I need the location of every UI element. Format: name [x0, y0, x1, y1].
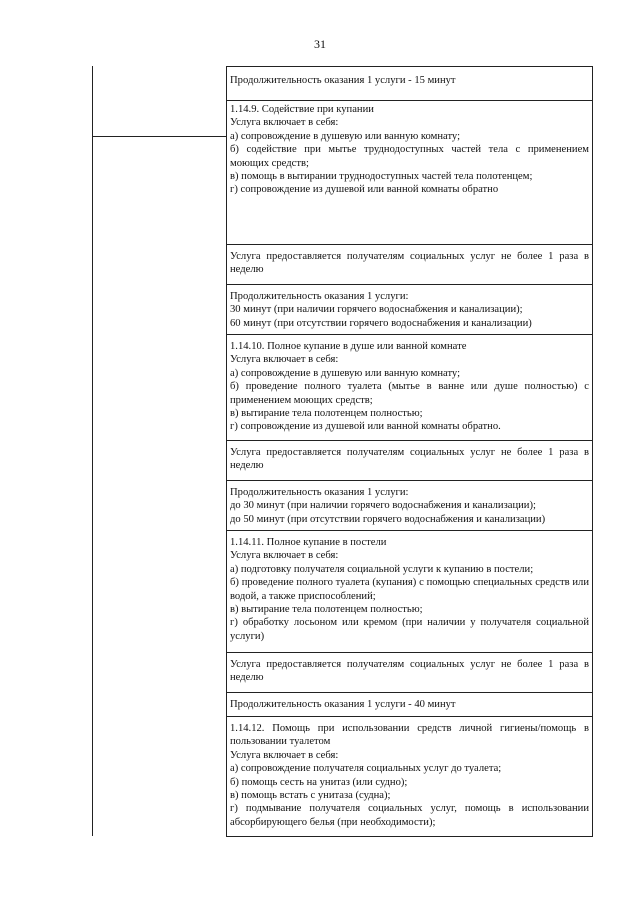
cell-line: Продолжительность оказания 1 услуги - 15 минут	[230, 75, 456, 86]
service-title: 1.14.11. Полное купание в постели	[230, 537, 387, 548]
service-row	[226, 716, 593, 837]
service-row	[226, 100, 593, 245]
cell-line: г) сопровождение из душевой или ванной комнаты обратно	[230, 184, 499, 196]
left-border	[92, 66, 93, 836]
cell-line: в) вытирание тела полотенцем полностью;	[230, 408, 423, 420]
frequency-row	[226, 244, 593, 285]
left-column-rule	[92, 136, 226, 137]
cell-line: г) сопровождение из душевой или ванной комнаты обратно.	[230, 421, 501, 433]
duration-row	[226, 66, 593, 101]
service-title: 1.14.10. Полное купание в душе или ванной комнате	[230, 341, 467, 352]
cell-line: а) подготовку получателя социальной услуги к купанию в постели;	[230, 563, 534, 575]
service-title: 1.14.12. Помощь при использовании средств личной гигиены/помощь в пользовании туалетом	[230, 723, 589, 748]
service-row	[226, 530, 593, 653]
cell-line: Услуга включает в себя:	[230, 749, 339, 761]
cell-line: 30 минут (при наличии горячего водоснабжения и канализации);	[230, 304, 523, 316]
duration-row	[226, 692, 593, 717]
page-number: 31	[314, 37, 326, 51]
cell-line: б) содействие при мытье труднодоступных частей тела с применением моющих средств;	[230, 144, 589, 169]
cell-line: Услуга предоставляется получателям социальных услуг не более 1 раза в неделю	[230, 251, 589, 276]
cell-line: 60 минут (при отсутствии горячего водоснабжения и канализации)	[230, 317, 532, 329]
cell-line: Продолжительность оказания 1 услуги:	[230, 291, 409, 302]
cell-line: г) подмывание получателя социальных услуг, помощь в использовании абсорбирующего белья (при необходимости);	[230, 803, 589, 828]
cell-line: Продолжительность оказания 1 услуги - 40 минут	[230, 699, 456, 710]
cell-line: б) проведение полного туалета (мытье в ванне или душе полностью) с применением моющих средств;	[230, 381, 589, 406]
cell-line: в) вытирание тела полотенцем полностью;	[230, 604, 423, 616]
cell-line: Услуга предоставляется получателям социальных услуг не более 1 раза в неделю	[230, 447, 589, 472]
cell-line: б) помощь сесть на унитаз (или судно);	[230, 776, 408, 788]
cell-line: в) помощь встать с унитаза (судна);	[230, 790, 391, 802]
cell-line: в) помощь в вытирании труднодоступных частей тела полотенцем;	[230, 171, 533, 183]
cell-line: Услуга предоставляется получателям социальных услуг не более 1 раза в неделю	[230, 659, 589, 684]
duration-row	[226, 284, 593, 335]
service-title: 1.14.9. Содействие при купании	[230, 104, 374, 115]
cell-line: до 30 минут (при наличии горячего водоснабжения и канализации);	[230, 500, 536, 512]
cell-line: а) сопровождение в душевую или ванную комнату;	[230, 367, 461, 379]
cell-line: Услуга включает в себя:	[230, 550, 339, 562]
cell-line: Услуга включает в себя:	[230, 354, 339, 366]
duration-row	[226, 480, 593, 531]
cell-line: до 50 минут (при отсутствии горячего водоснабжения и канализации)	[230, 513, 546, 525]
cell-line: Продолжительность оказания 1 услуги:	[230, 487, 409, 498]
cell-line: Услуга включает в себя:	[230, 117, 339, 129]
cell-line: б) проведение полного туалета (купания) с помощью специальных средств или водой, а также приспособлений;	[230, 577, 589, 602]
cell-line: а) сопровождение получателя социальных услуг до туалета;	[230, 763, 502, 775]
cell-line: г) обработку лосьоном или кремом (при наличии у получателя социальной услуги)	[230, 617, 589, 642]
frequency-row	[226, 440, 593, 481]
service-row	[226, 334, 593, 441]
frequency-row	[226, 652, 593, 693]
cell-line: а) сопровождение в душевую или ванную комнату;	[230, 130, 461, 142]
